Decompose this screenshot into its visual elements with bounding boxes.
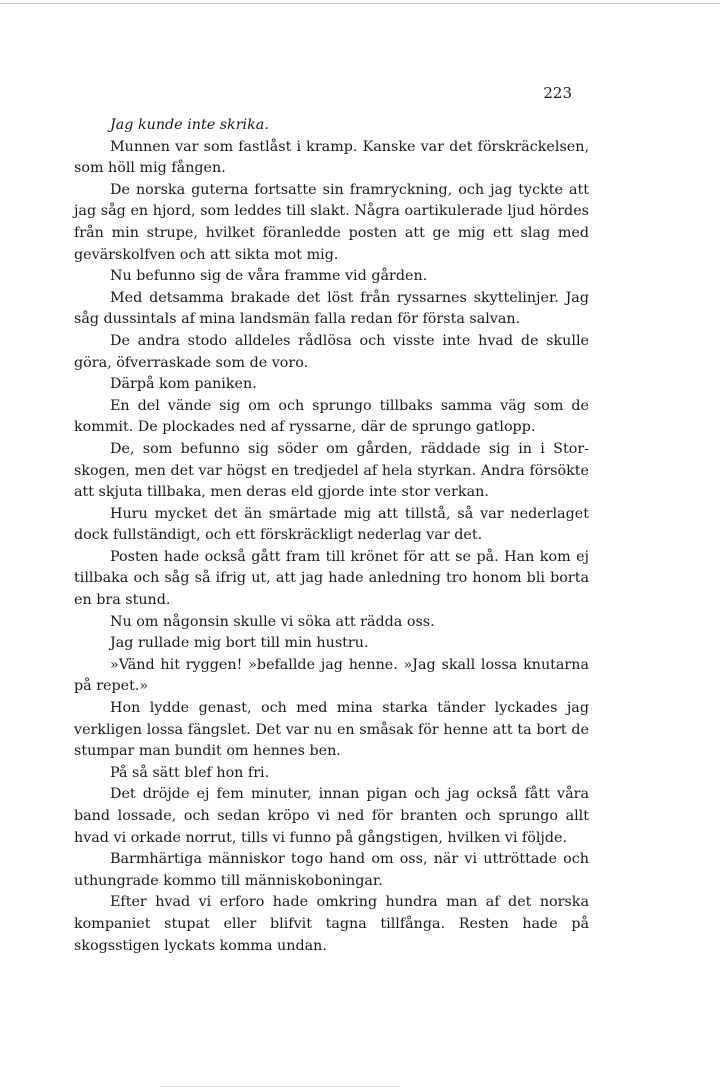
paragraph: »Vänd hit ryggen! »befallde jag henne. »Jag skall lossa knutarna på repet.»: [74, 656, 589, 695]
paragraph: De, som befunno sig söder om gården, räddade sig in i Storskogen, men det var högst en tredjedel af hela styrkan. Andra försökte att skjuta tillbaka, men deras eld gjorde inte stor verkan.: [74, 440, 589, 501]
paragraph: En del vände sig om och sprungo tillbaks samma väg som de kommit. De plockades ned af ryssarne, där de sprungo gatlopp.: [74, 397, 589, 436]
paragraph: Nu om någonsin skulle vi söka att rädda oss.: [110, 613, 435, 630]
paragraph: Jag kunde inte skrika.: [110, 117, 269, 133]
paragraph: Barmhärtiga människor togo hand om oss, när vi uttröttade och uthungrade kommo till människoboningar.: [74, 851, 589, 889]
paragraph: Huru mycket det än smärtade mig att tillstå, så var nederlaget dock fullständigt, och ett förskräckligt nederlag var det.: [74, 505, 589, 544]
paragraph: Det dröjde ej fem minuter, innan pigan och jag också fått våra band lossade, och sedan kröpo vi ned för branten och sprungo allt hvad vi orkade norrut, tills vi funno på gångstigen, hvilken vi följde.: [74, 786, 589, 846]
paragraph: Nu befunno sig de våra framme vid gården.: [110, 268, 428, 285]
page-number: 223: [543, 84, 572, 102]
body-text: [74, 115, 589, 957]
paragraph: Efter hvad vi erforo hade omkring hundra man af det norska kompaniet stupat eller blifvit tagna tillfånga. Resten hade på skogsstigen lyckats komma undan.: [74, 894, 589, 954]
paragraph: De andra stodo alldeles rådlösa och visste inte hvad de skulle göra, öfverraskade som de voro.: [74, 332, 589, 371]
paragraph: Hon lydde genast, och med mina starka tänder lyckades jag verkligen lossa fängslet. Det var nu en småsak för henne att ta bort de stumpar man bundit om hennes ben.: [74, 700, 589, 760]
paragraph: De norska guterna fortsatte sin framryckning, och jag tyckte att jag såg en hjord, som leddes till slakt. Några oartikulerade ljud hördes från min strupe, hvilket föranledde posten att ge mig ett slag med gevärskolfven och att sikta mot mig.: [74, 181, 589, 263]
paragraph: Därpå kom paniken.: [110, 376, 257, 393]
scan-edge-top: [0, 3, 720, 4]
scan-edge-bottom: [160, 1086, 400, 1087]
paragraph: Jag rullade mig bort till min hustru.: [110, 635, 369, 652]
paragraph: Med detsamma brakade det löst från ryssarnes skyttelinjer. Jag såg dussintals af mina landsmän falla redan för första salvan.: [74, 289, 589, 328]
paragraph: På så sätt blef hon fri.: [110, 764, 270, 781]
paragraph: Posten hade också gått fram till krönet för att se på. Han kom ej tillbaka och såg så ifrig ut, att jag hade anledning tro honom bli borta en bra stund.: [74, 548, 589, 609]
paragraph: Munnen var som fastlåst i kramp. Kanske var det förskräckelsen, som höll mig fången.: [74, 138, 589, 177]
